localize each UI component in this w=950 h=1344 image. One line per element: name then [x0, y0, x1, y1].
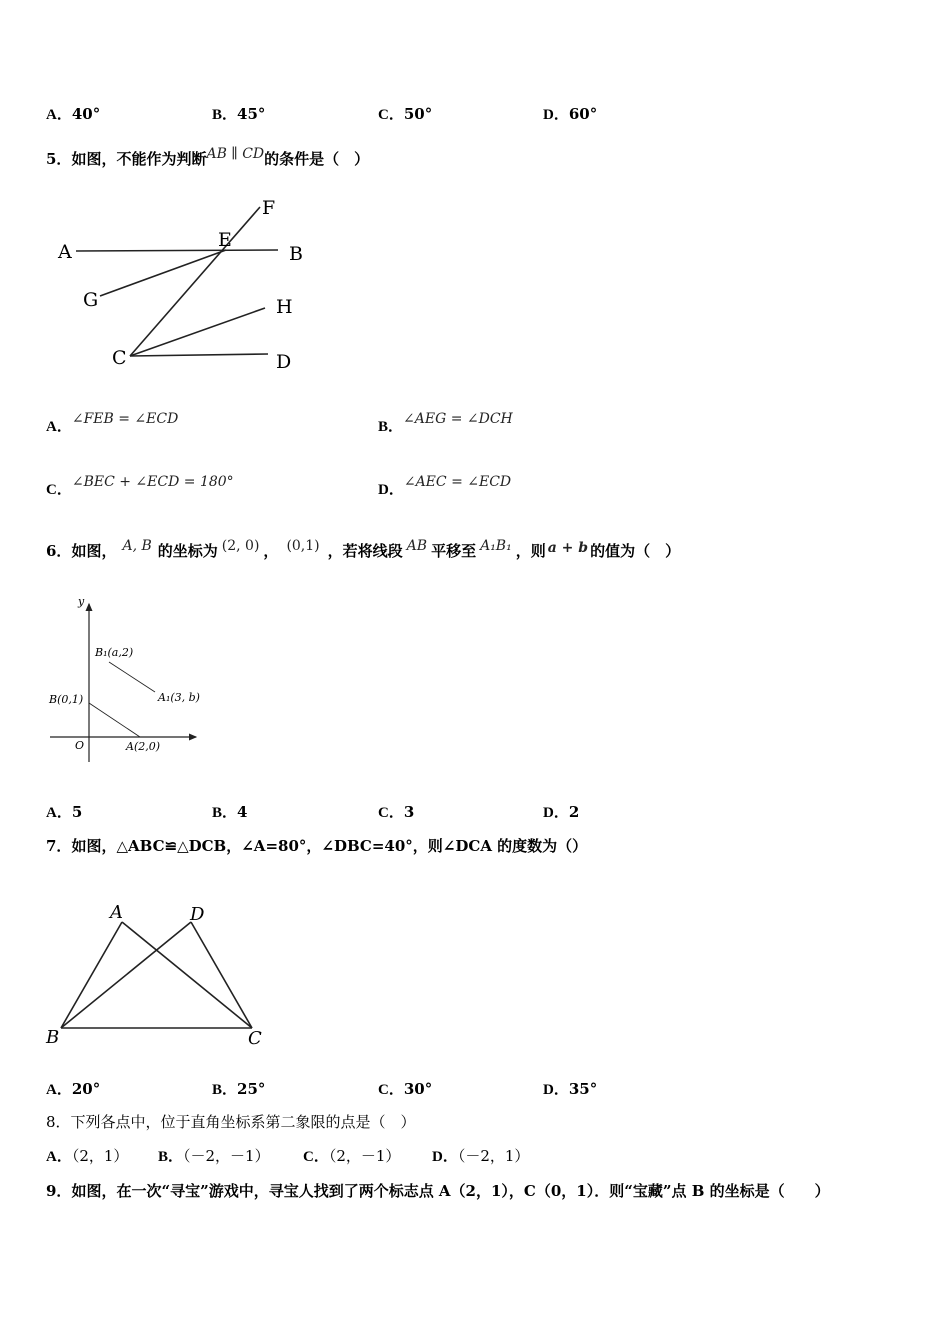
q6-t5: 平移至: [431, 542, 477, 560]
line-cd: [130, 354, 268, 356]
question-number: 9．: [46, 1182, 72, 1200]
label-o: O: [75, 739, 85, 752]
q7-option-b[interactable]: [212, 1078, 265, 1099]
option-label: C．: [303, 1149, 329, 1165]
option-text: （2，－1）: [328, 1147, 401, 1165]
label-a1: A₁(3, b): [158, 691, 200, 704]
option-text: 3: [403, 803, 415, 821]
q6-m2: (2, 0): [221, 538, 260, 554]
q5-option-d[interactable]: [378, 474, 512, 499]
option-label: A．: [46, 107, 72, 123]
q6-t4: ，若将线段: [327, 542, 403, 560]
option-label: A．: [46, 805, 72, 821]
label-y: y: [78, 595, 85, 608]
question-number: 7．: [46, 837, 72, 855]
q7-stem: [46, 835, 587, 856]
label-f: F: [262, 197, 276, 219]
q6-stem: [46, 540, 680, 561]
label-e: E: [218, 229, 232, 251]
q9-text: 如图，在一次“寻宝”游戏中，寻宝人找到了两个标志点 A（2，1），C（0，1）．则“宝藏”点 B 的坐标是（ ）: [71, 1182, 830, 1200]
option-text: 40°: [71, 105, 101, 123]
option-text: 45°: [237, 105, 266, 123]
option-text: （－2，－1）: [183, 1147, 270, 1165]
q4-option-d[interactable]: [543, 103, 597, 124]
q5-option-b[interactable]: [378, 411, 513, 436]
line-ab: [76, 250, 278, 251]
option-label: B．: [212, 805, 238, 821]
option-text: 20°: [71, 1080, 101, 1098]
q7-text: 如图，△ABC≌△DCB，∠A=80°，∠DBC=40°，则∠DCA 的度数为（）: [71, 837, 588, 855]
option-text: 2: [568, 803, 580, 821]
q8-option-c[interactable]: [303, 1145, 400, 1166]
option-math: ∠AEC = ∠ECD: [403, 474, 512, 490]
option-math: ∠AEG = ∠DCH: [403, 411, 513, 427]
option-label: A．: [46, 1082, 72, 1098]
question-number: 8．: [46, 1113, 71, 1131]
option-text: 35°: [568, 1080, 598, 1098]
line-eg: [100, 250, 226, 296]
q6-t1: 如图，: [71, 542, 117, 560]
label-d: D: [190, 904, 205, 925]
q5-option-a[interactable]: [46, 411, 179, 436]
q6-option-b[interactable]: [212, 801, 247, 822]
question-number: 5．: [46, 150, 72, 168]
side-ac: [122, 922, 252, 1028]
question-number: 6．: [46, 542, 72, 560]
option-math: ∠FEB = ∠ECD: [71, 411, 179, 427]
side-ab: [61, 922, 122, 1028]
q6-t2: 的坐标为: [157, 542, 218, 560]
option-label: C．: [378, 805, 404, 821]
label-b: B: [289, 243, 303, 265]
q6-m3: (0,1): [286, 538, 320, 554]
q6-m6: a + b: [547, 540, 589, 556]
q5-figure: [50, 193, 320, 378]
option-text: 50°: [403, 105, 433, 123]
q7-option-c[interactable]: [378, 1078, 432, 1099]
label-a: A: [110, 902, 123, 923]
side-bd: [61, 922, 191, 1028]
option-label: D．: [543, 1082, 569, 1098]
label-a: A(2,0): [126, 740, 161, 753]
label-d: D: [276, 351, 292, 373]
q6-option-c[interactable]: [378, 801, 414, 822]
q5-text-after: 的条件是（ ）: [264, 150, 370, 168]
q6-t6: ，则: [515, 542, 546, 560]
q8-stem: [46, 1111, 416, 1132]
label-b1: B₁(a,2): [95, 646, 134, 659]
label-g: G: [83, 289, 99, 311]
q6-m4: AB: [406, 538, 428, 554]
option-label: B．: [212, 107, 238, 123]
option-text: 30°: [403, 1080, 433, 1098]
option-label: C．: [378, 1082, 404, 1098]
q8-option-d[interactable]: [432, 1145, 529, 1166]
q5-math: AB ∥ CD: [206, 146, 265, 162]
label-h: H: [276, 296, 293, 318]
option-text: （2，1）: [71, 1147, 129, 1165]
q5-text-before: 如图，不能作为判断: [71, 150, 207, 168]
option-label: C．: [46, 482, 72, 498]
option-label: A．: [46, 1149, 72, 1165]
q9-stem: [46, 1180, 830, 1201]
option-label: B．: [158, 1149, 184, 1165]
q6-t7: 的值为（ ）: [590, 542, 681, 560]
q6-figure: [46, 592, 221, 767]
option-label: C．: [378, 107, 404, 123]
q6-option-a[interactable]: [46, 801, 82, 822]
option-label: D．: [432, 1149, 458, 1165]
label-b: B(0,1): [49, 693, 84, 706]
option-label: A．: [46, 419, 72, 435]
side-dc: [191, 922, 252, 1028]
option-label: D．: [378, 482, 404, 498]
label-a: A: [58, 241, 72, 263]
q4-option-b[interactable]: [212, 103, 265, 124]
q6-m1: A, B: [122, 538, 152, 554]
q7-option-d[interactable]: [543, 1078, 597, 1099]
option-text: 60°: [568, 105, 598, 123]
option-label: B．: [212, 1082, 238, 1098]
option-text: （－2，1）: [457, 1147, 530, 1165]
q5-option-c[interactable]: [46, 474, 234, 499]
q4-option-a[interactable]: [46, 103, 100, 124]
label-c: C: [248, 1028, 262, 1049]
option-text: 5: [71, 803, 83, 821]
option-math: ∠BEC + ∠ECD = 180°: [71, 474, 234, 490]
q6-m5: A₁B₁: [480, 538, 512, 554]
segment-a1b1: [109, 662, 155, 692]
q8-text: 下列各点中，位于直角坐标系第二象限的点是（ ）: [70, 1113, 416, 1131]
q6-option-d[interactable]: [543, 801, 579, 822]
q5-stem: [46, 148, 369, 169]
label-b: B: [46, 1027, 60, 1048]
q8-option-b[interactable]: [158, 1145, 270, 1166]
q8-option-a[interactable]: [46, 1145, 128, 1166]
q7-option-a[interactable]: [46, 1078, 100, 1099]
option-label: D．: [543, 107, 569, 123]
q4-option-c[interactable]: [378, 103, 432, 124]
option-label: D．: [543, 805, 569, 821]
option-label: B．: [378, 419, 404, 435]
option-text: 25°: [237, 1080, 266, 1098]
option-text: 4: [237, 803, 248, 821]
label-c: C: [112, 347, 127, 369]
segment-ab: [89, 703, 140, 737]
q7-figure: [40, 898, 275, 1053]
q6-t3: ，: [263, 542, 279, 560]
